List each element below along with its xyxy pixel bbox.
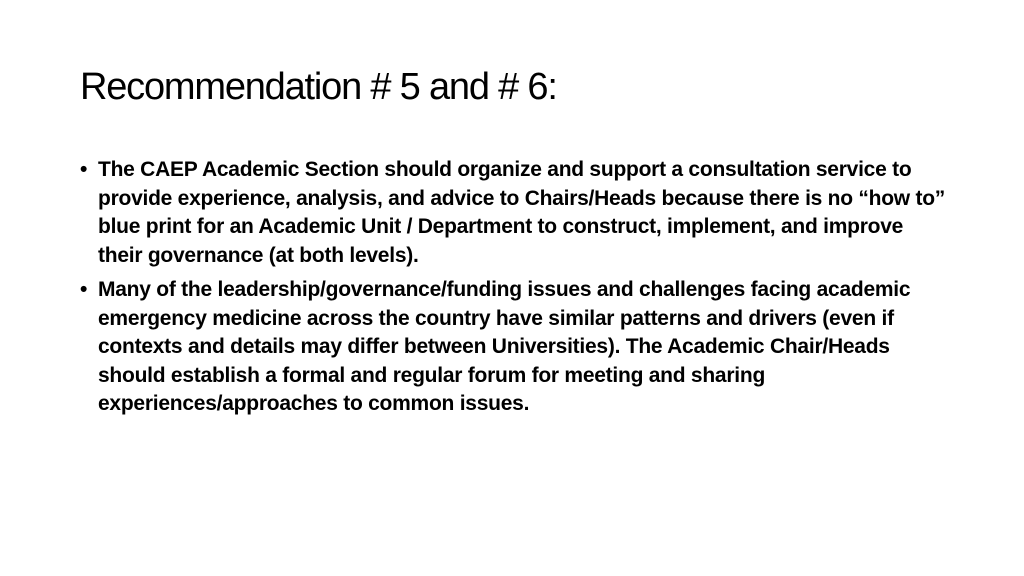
bullet-dot-icon: • xyxy=(80,278,88,301)
slide-title: Recommendation # 5 and # 6: xyxy=(80,66,557,108)
bullet-text: The CAEP Academic Section should organize and support a consultation service to provide experience, analysis, and advice to Chairs/Heads because there is no “how to” blue print for an Academic Unit / Department to construct, implement, and improve their governance (at both levels). xyxy=(98,158,946,267)
bullet-dot-icon: • xyxy=(80,158,88,181)
bullet-list xyxy=(80,156,950,425)
bullet-item xyxy=(80,156,950,270)
bullet-text: Many of the leadership/governance/funding issues and challenges facing academic emergency medicine across the country have similar patterns and drivers (even if contexts and details may differ between Universities). The Academic Chair/Heads should establish a formal and regular forum for meeting and sharing experiences/approaches to common issues. xyxy=(98,278,911,415)
bullet-item xyxy=(80,276,950,419)
